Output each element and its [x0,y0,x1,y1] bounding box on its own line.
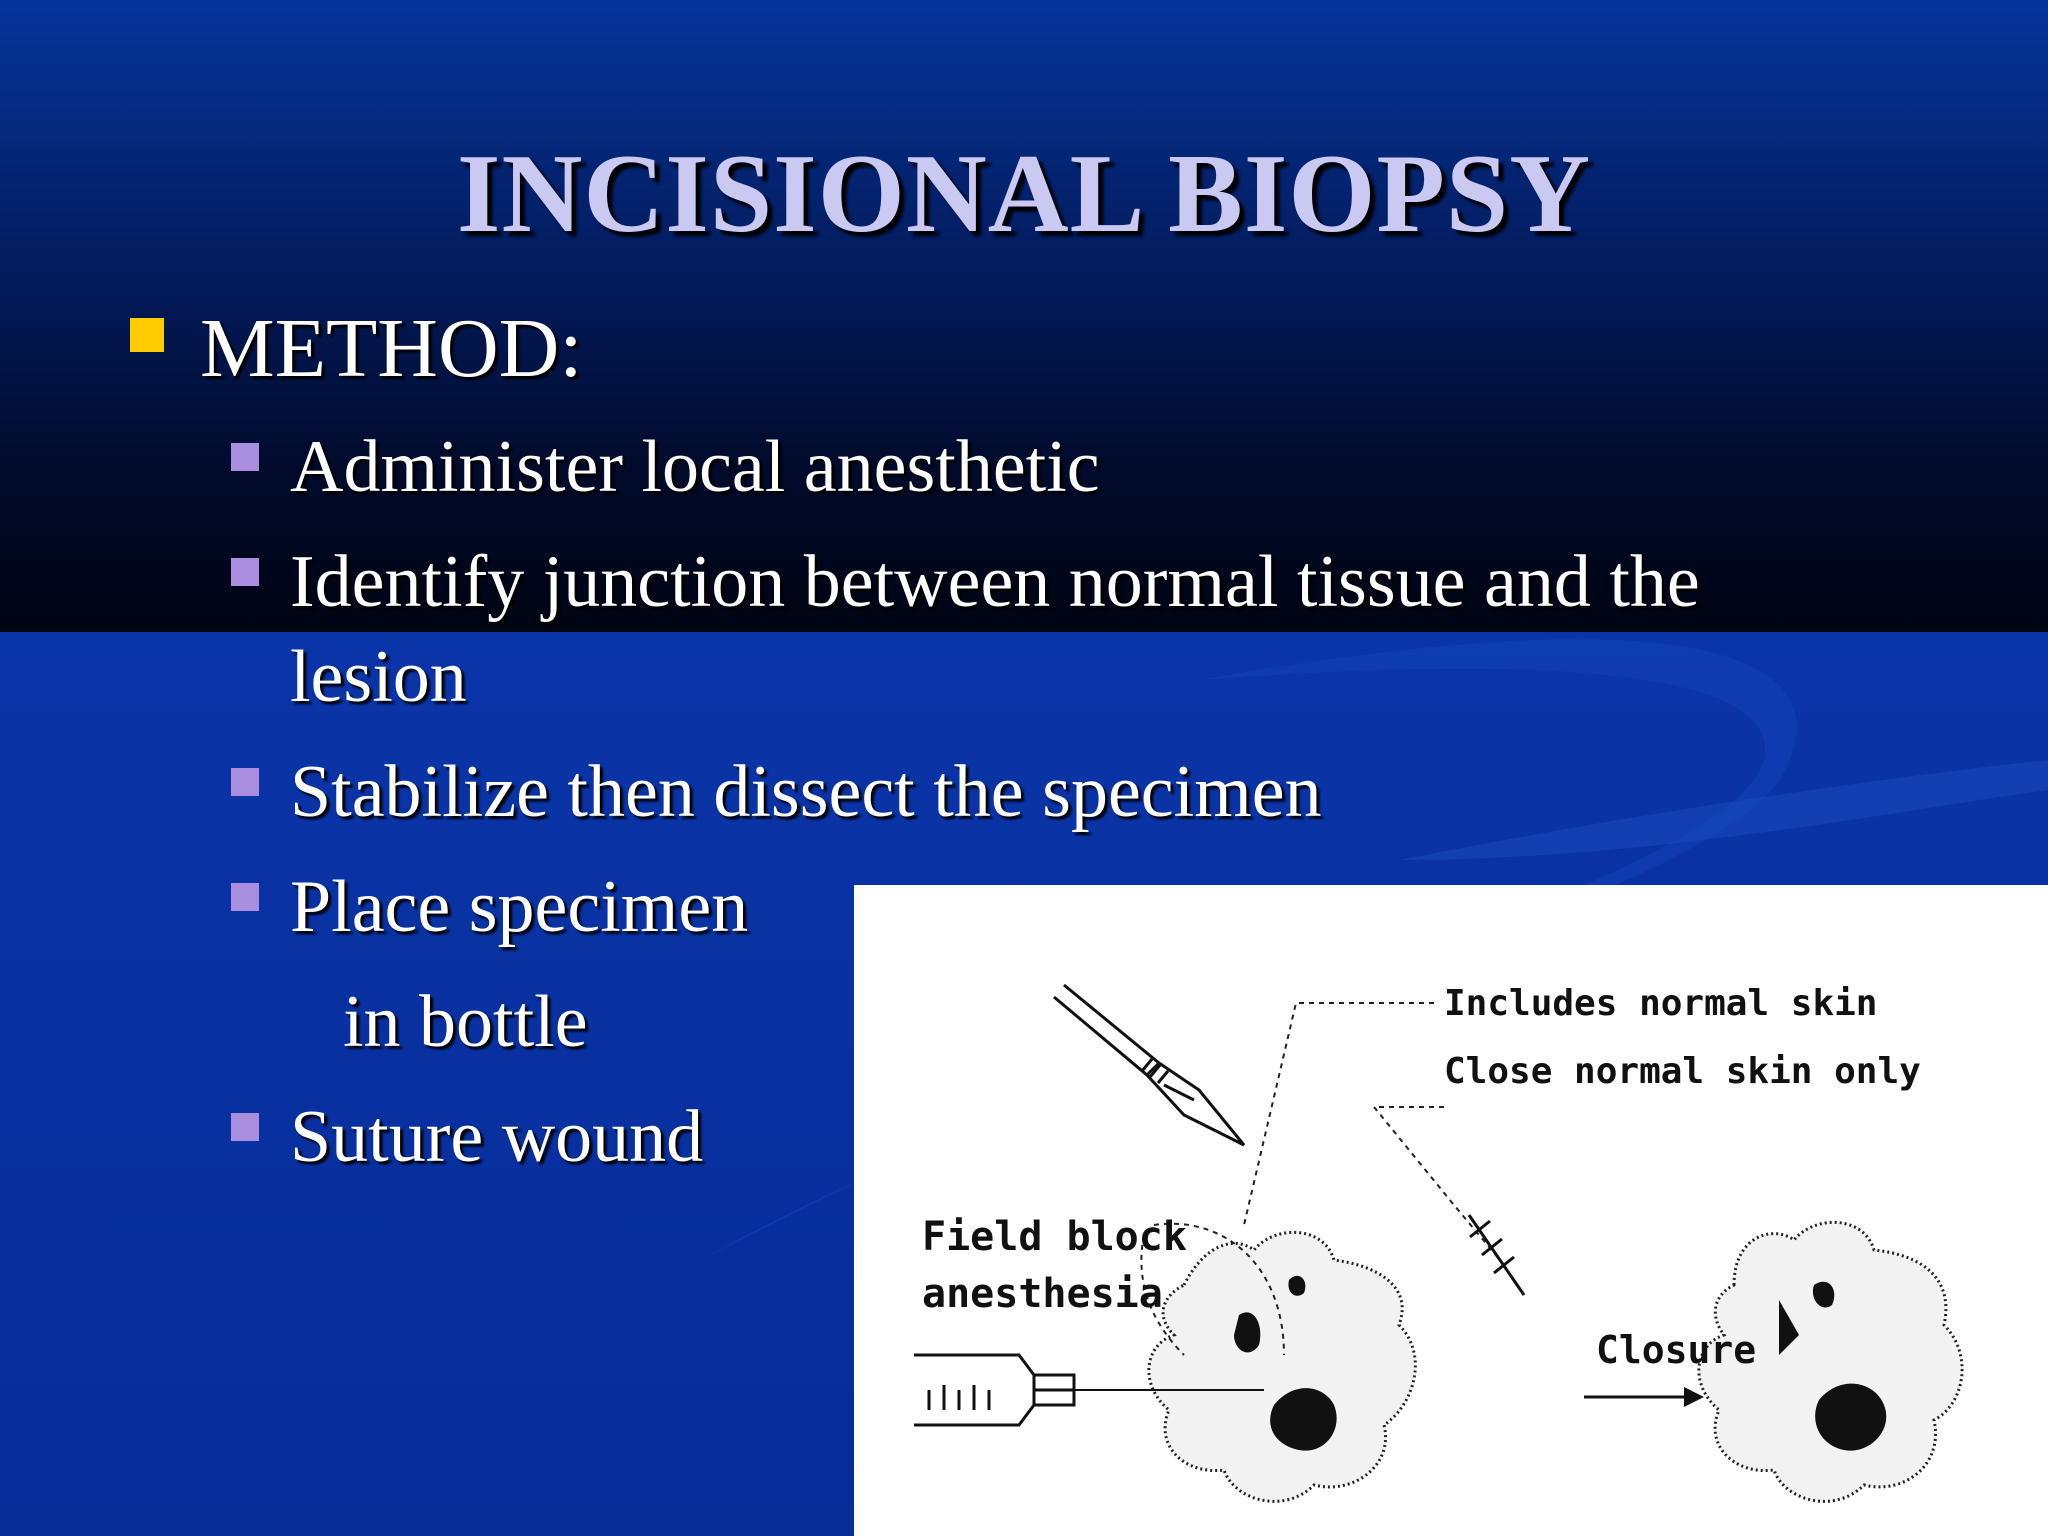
bullet-marker [231,1113,259,1141]
scalpel-icon [1054,985,1244,1145]
slide-title: INCISIONAL BIOPSY [456,132,1592,256]
step-text-continued: lesion [290,636,467,718]
close-normal-skin-label: Close normal skin only [1444,1051,1921,1092]
suture-icon [1469,1215,1524,1295]
closure-label: Closure [1596,1328,1757,1372]
lesion-before-icon [1141,1224,1415,1502]
anesthesia-label: anesthesia [922,1271,1163,1317]
arrow-icon [1584,1387,1704,1407]
bullet-marker [231,883,259,911]
step-text: Place specimen [290,866,749,948]
bullet-marker [231,558,259,586]
bullet-marker [231,768,259,796]
step-text: Identify junction between normal tissue and the [290,541,1700,623]
step-text-continued: in bottle [343,981,588,1063]
bullet-marker [130,318,164,352]
step-text: Stabilize then dissect the specimen [290,751,1322,833]
anesthesia-label: Field block [922,1214,1187,1260]
step-text: Administer local anesthetic [290,426,1100,508]
step-text: Suture wound [290,1096,704,1178]
method-heading: METHOD: [200,302,583,395]
biopsy-illustration [854,885,2048,1536]
bullet-marker [231,443,259,471]
includes-normal-skin-label: Includes normal skin [1444,983,1878,1024]
